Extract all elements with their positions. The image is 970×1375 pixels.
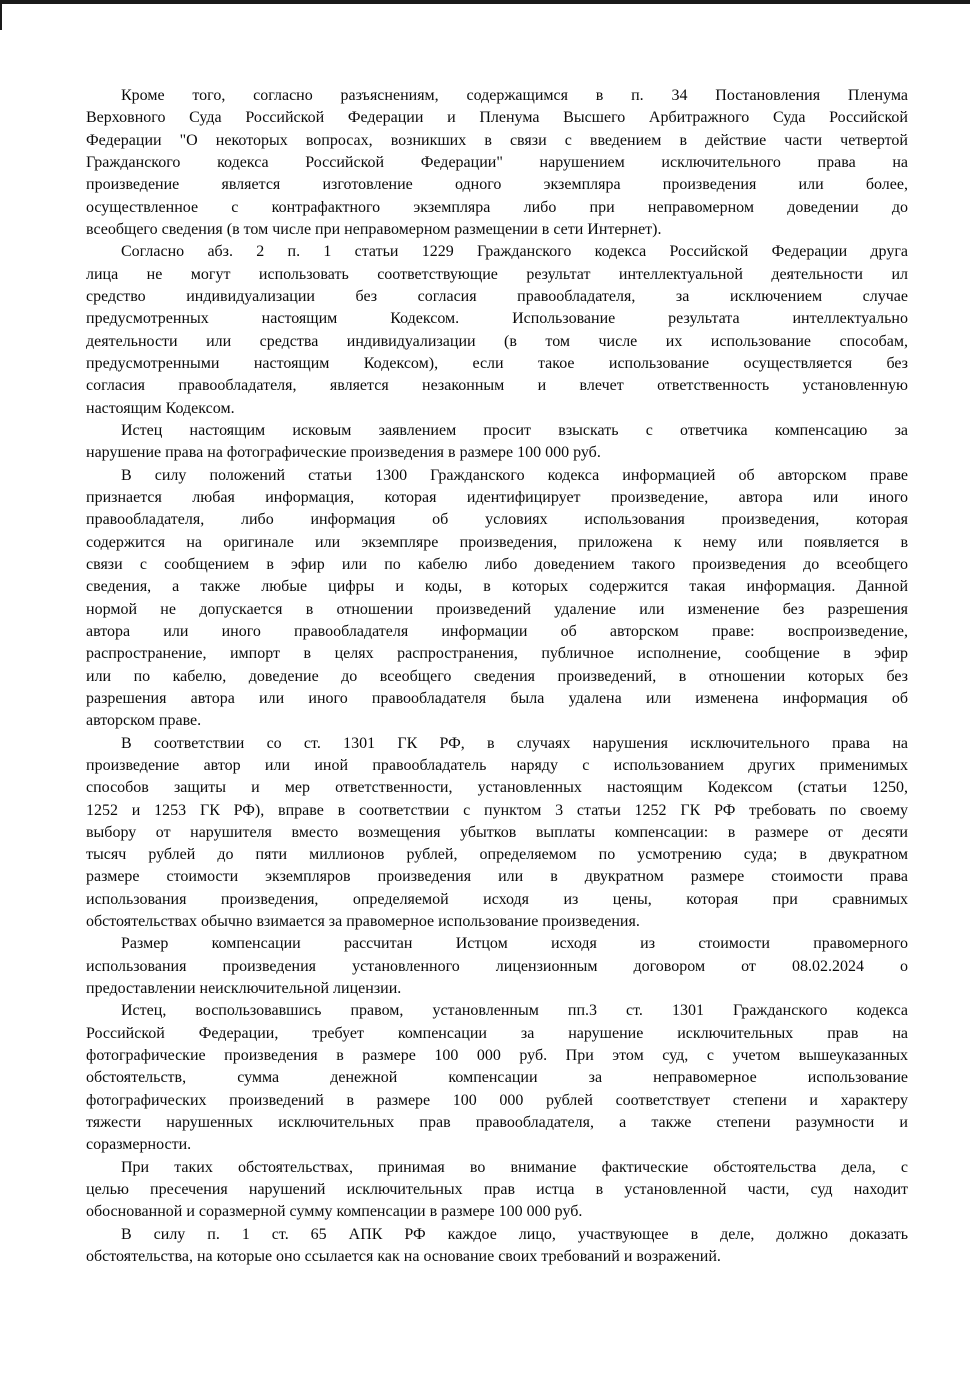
scan-left-edge-artifact: [0, 0, 2, 30]
scan-top-edge-artifact: [0, 0, 970, 4]
text-line: использования произведения, определяемой исходя из цены, которая при сравнимых: [86, 890, 908, 908]
paragraph: [86, 465, 908, 733]
text-line: предоставлении неисключительной лицензии.: [86, 980, 402, 998]
text-line: содержится на оригинале или экземпляре произведения, приложена к нему или появляется в: [86, 533, 908, 551]
text-line: способов защиты и мер ответственности, установленных настоящим Кодексом (статьи 1250,: [86, 779, 908, 797]
text-line: сведения, а также любые цифры и коды, в которых содержится такая информация. Данной: [86, 578, 908, 596]
text-line: авторском праве.: [86, 712, 202, 730]
text-line: предусмотренных настоящим Кодексом. Использование результата интеллектуально: [86, 310, 908, 328]
text-line: 1252 и 1253 ГК РФ), вправе в соответствии с пунктом 3 статьи 1252 ГК РФ требовать по своему: [86, 801, 908, 819]
text-line: признается любая информация, которая идентифицирует произведение, автора или иного: [86, 488, 908, 506]
text-line: обстоятельствах обычно взимается за правомерное использование произведения.: [86, 913, 640, 931]
text-line: средство индивидуализации без согласия правообладателя, за исключением случае: [86, 287, 908, 305]
text-line: распространение, импорт в целях распространения, публичное исполнение, сообщение в эфир: [86, 645, 908, 663]
text-line: нормой не допускается в отношении произведений удаление или изменение без разрешения: [86, 600, 908, 618]
text-line: В силу п. 1 ст. 65 АПК РФ каждое лицо, участвующее в деле, должно доказать: [121, 1225, 908, 1243]
text-line: согласия правообладателя, является незаконным и влечет ответственность установленную: [86, 377, 908, 395]
paragraph: [86, 241, 908, 420]
text-line: целью пресечения нарушений исключительных прав истца в установленной части, суд находит: [86, 1181, 908, 1199]
document-body: [86, 85, 908, 1268]
text-line: настоящим Кодексом.: [86, 399, 235, 417]
text-line: обстоятельств, сумма денежной компенсации за неправомерное использование: [86, 1069, 908, 1087]
text-line: Верховного Суда Российской Федерации и Пленума Высшего Арбитражного Суда Российской: [86, 109, 908, 127]
text-line: использования произведения установленного лицензионным договором от 08.02.2024 о: [86, 957, 908, 975]
text-line: или по кабелю, доведение до всеобщего сведения произведений, в отношении которых без: [86, 667, 908, 685]
paragraph: [86, 933, 908, 1000]
paragraph: [86, 733, 908, 934]
paragraph: [86, 1000, 908, 1156]
text-line: Размер компенсации рассчитан Истцом исходя из стоимости правомерного: [121, 935, 908, 953]
text-line: выбору от нарушителя вместо возмещения убытков выплаты компенсации: в размере от десяти: [86, 823, 908, 841]
text-line: Истец настоящим исковым заявлением просит взыскать с ответчика компенсацию за: [121, 421, 908, 439]
text-line: произведение автор или иной правообладатель наряду с использованием других применимых: [86, 756, 908, 774]
text-line: произведение является изготовление одного экземпляра произведения или более,: [86, 176, 908, 194]
text-line: деятельности или средства индивидуализации (в том числе их использование способам,: [86, 332, 908, 350]
text-line: Истец, воспользовавшись правом, установленным пп.3 ст. 1301 Гражданского кодекса: [121, 1002, 908, 1020]
text-line: фотографические произведения в размере 100 000 руб. При этом суд, с учетом вышеуказанных: [86, 1047, 908, 1065]
text-line: Гражданского кодекса Российской Федерации" нарушением исключительного права на: [86, 153, 908, 171]
text-line: обстоятельства, на которые оно ссылается как на основание своих требований и возражений.: [86, 1248, 721, 1266]
paragraph: [86, 1224, 908, 1269]
text-line: предусмотренными настоящим Кодексом), если такое использование осуществляется без: [86, 354, 908, 372]
text-line: осуществленное с контрафактного экземпляра либо при неправомерном доведении до: [86, 198, 908, 216]
paragraph: [86, 85, 908, 241]
text-line: Российской Федерации, требует компенсации за нарушение исключительных прав на: [86, 1024, 908, 1042]
text-line: При таких обстоятельствах, принимая во внимание фактические обстоятельства дела, с: [121, 1158, 908, 1176]
text-line: размере стоимости экземпляров произведения или в двукратном размере стоимости права: [86, 868, 908, 886]
text-line: разрешения автора или иного правообладателя была удалена или изменена информация об: [86, 689, 908, 707]
text-line: тысяч рублей до пяти миллионов рублей, определяемом по усмотрению суда; в двукратном: [86, 846, 908, 864]
text-line: автора или иного правообладателя информации об авторском праве: воспроизведение,: [86, 622, 908, 640]
text-line: тяжести нарушенных исключительных прав правообладателя, а также степени разумности и: [86, 1114, 908, 1132]
paragraph: [86, 1157, 908, 1224]
text-line: обоснованной и соразмерной сумму компенсации в размере 100 000 руб.: [86, 1203, 583, 1221]
text-line: Согласно абз. 2 п. 1 статьи 1229 Гражданского кодекса Российской Федерации друга: [121, 243, 908, 261]
text-line: нарушение права на фотографические произведения в размере 100 000 руб.: [86, 444, 601, 462]
text-line: соразмерности.: [86, 1136, 192, 1154]
text-line: В силу положений статьи 1300 Гражданского кодекса информацией об авторском праве: [121, 466, 908, 484]
text-line: В соответствии со ст. 1301 ГК РФ, в случаях нарушения исключительного права на: [121, 734, 908, 752]
text-line: фотографических произведений в размере 100 000 рублей соответствует степени и характеру: [86, 1091, 908, 1109]
text-line: связи с сообщением в эфир или по кабелю либо доведением такого произведения до всеобщего: [86, 555, 908, 573]
text-line: всеобщего сведения (в том числе при неправомерном размещении в сети Интернет).: [86, 220, 662, 238]
text-line: Федерации "О некоторых вопросах, возникших в связи с введением в действие части четвертой: [86, 131, 908, 149]
text-line: лица не могут использовать соответствующие результат интеллектуальной деятельности ил: [86, 265, 908, 283]
text-line: Кроме того, согласно разъяснениям, содержащимся в п. 34 Постановления Пленума: [121, 87, 908, 104]
text-line: правообладателя, либо информация об условиях использования произведения, которая: [86, 511, 908, 529]
paragraph: [86, 420, 908, 465]
